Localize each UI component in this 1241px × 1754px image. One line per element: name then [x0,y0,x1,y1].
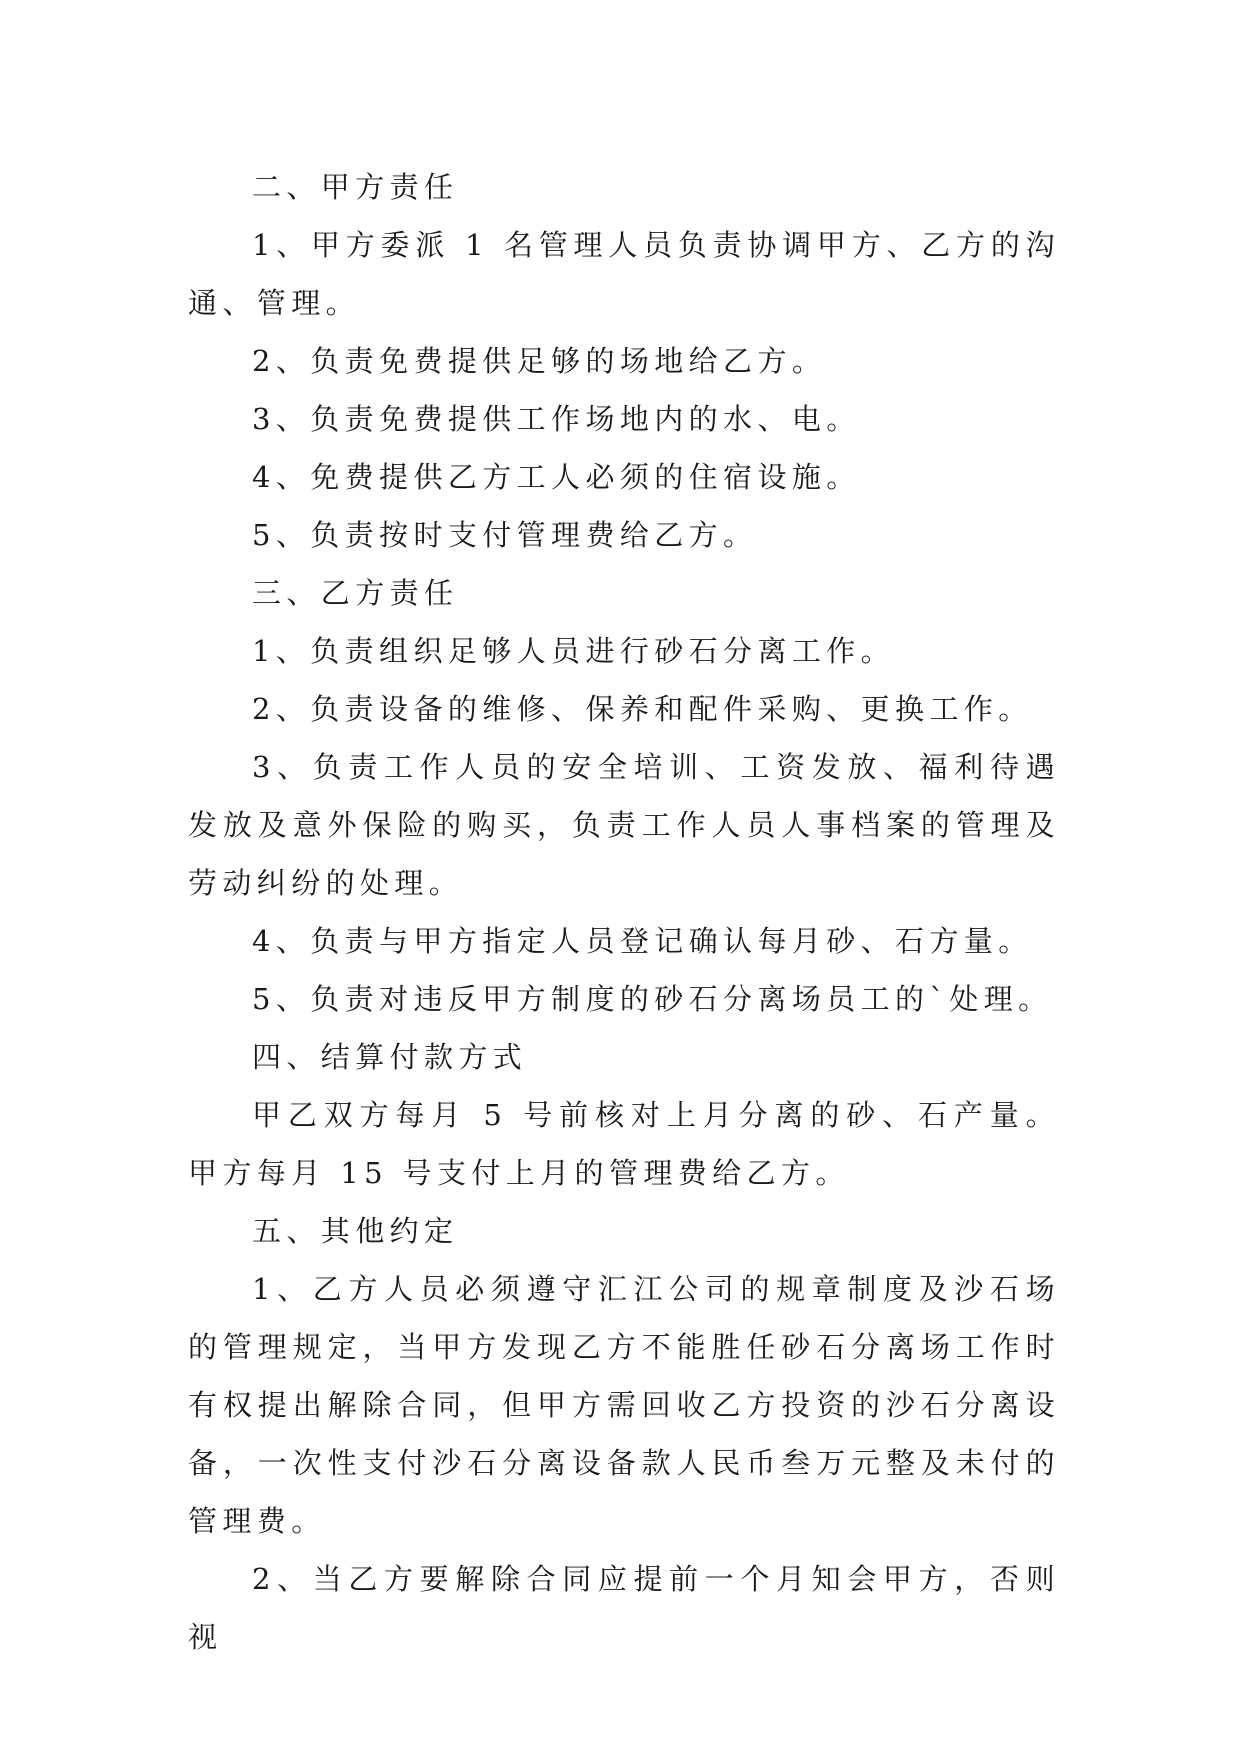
party-a-clause-1: 1、甲方委派 1 名管理人员负责协调甲方、乙方的沟通、管理。 [188,228,1060,320]
party-a-clause-5: 5、负责按时支付管理费给乙方。 [252,518,758,552]
party-b-clause-2: 2、负责设备的维修、保养和配件采购、更换工作。 [252,692,1033,726]
document-body [188,158,1060,1666]
other-clause-2: 2、当乙方要解除合同应提前一个月知会甲方，否则视 [188,1562,1060,1654]
party-b-clause-4: 4、负责与甲方指定人员登记确认每月砂、石方量。 [252,924,1033,958]
party-b-clause-3: 3、负责工作人员的安全培训、工资发放、福利待遇发放及意外保险的购买，负责工作人员人事档案的管理及劳动纠纷的处理。 [188,750,1060,900]
section-heading-other: 五、其他约定 [252,1214,459,1248]
party-a-clause-3: 3、负责免费提供工作场地内的水、电。 [252,402,861,436]
section-heading-party-b: 三、乙方责任 [252,576,459,610]
settlement-clause: 甲乙双方每月 5 号前核对上月分离的砂、石产量。甲方每月 15 号支付上月的管理费给乙方。 [188,1098,1060,1190]
party-a-clause-4: 4、免费提供乙方工人必须的住宿设施。 [252,460,861,494]
party-a-clause-2: 2、负责免费提供足够的场地给乙方。 [252,344,827,378]
section-heading-settlement: 四、结算付款方式 [252,1040,528,1074]
party-b-clause-5: 5、负责对违反甲方制度的砂石分离场员工的`处理。 [252,982,1053,1016]
other-clause-1: 1、乙方人员必须遵守汇江公司的规章制度及沙石场的管理规定，当甲方发现乙方不能胜任砂石分离场工作时有权提出解除合同，但甲方需回收乙方投资的沙石分离设备，一次性支付沙石分离设备款人民币叁万元整及未付的管理费。 [188,1272,1060,1538]
party-b-clause-1: 1、负责组织足够人员进行砂石分离工作。 [252,634,896,668]
section-heading-party-a: 二、甲方责任 [252,170,459,204]
